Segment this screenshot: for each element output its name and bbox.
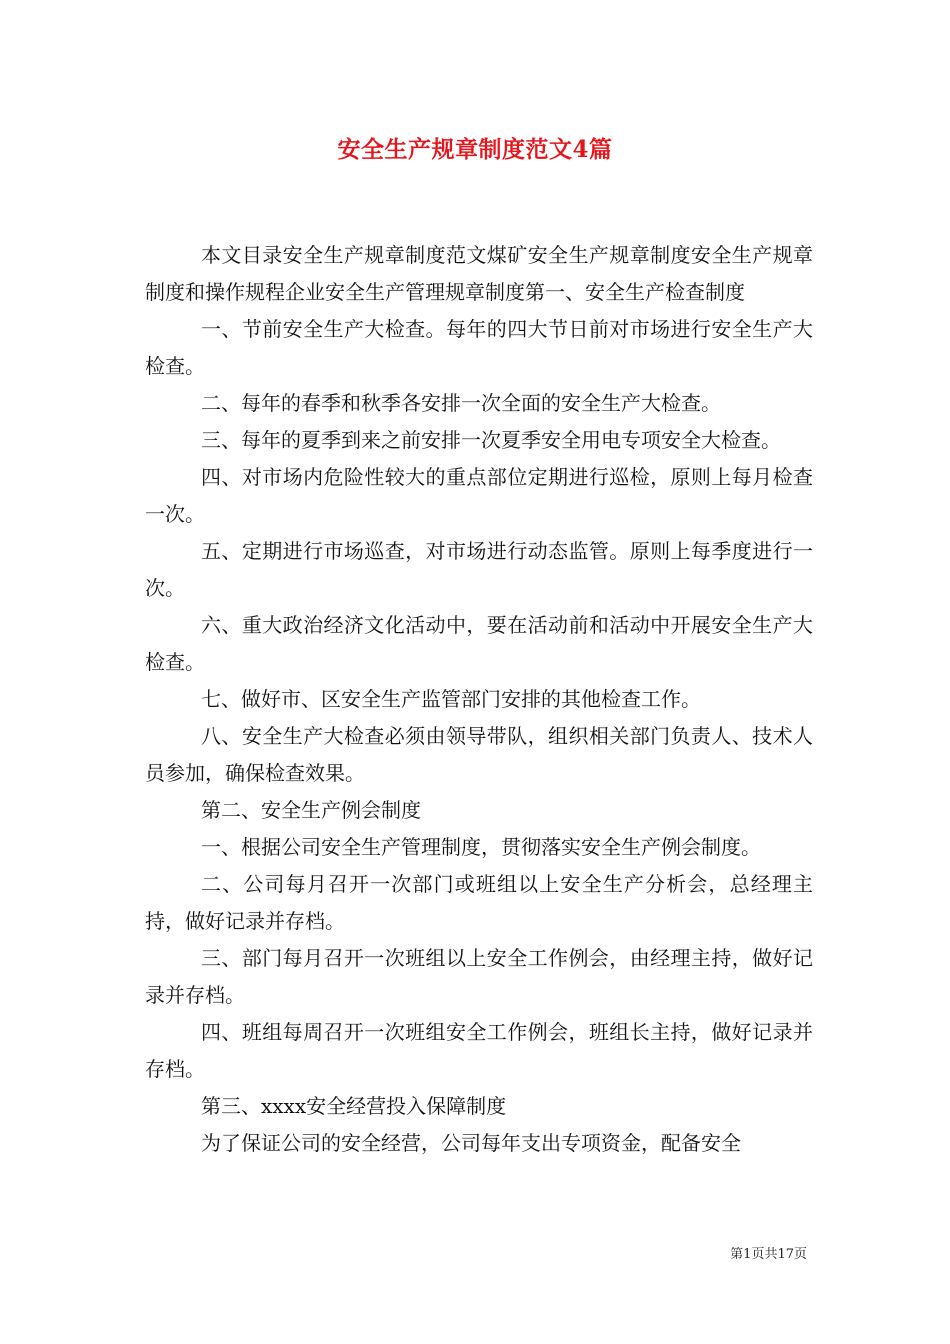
section-heading: 第三、xxxx安全经营投入保障制度 — [201, 1094, 507, 1118]
paragraph: 八、安全生产大检查必须由领导带队，组织相关部门负责人、技术人员参加，确保检查效果。 — [145, 724, 813, 785]
paragraph: 二、每年的春季和秋季各安排一次全面的安全生产大检查。 — [201, 391, 721, 415]
paragraph: 为了保证公司的安全经营，公司每年支出专项资金，配备安全 — [201, 1131, 741, 1155]
paragraph: 三、每年的夏季到来之前安排一次夏季安全用电专项安全大检查。 — [201, 428, 781, 452]
paragraph: 四、对市场内危险性较大的重点部位定期进行巡检，原则上每月检查一次。 — [145, 465, 813, 526]
paragraph: 七、做好市、区安全生产监管部门安排的其他检查工作。 — [201, 687, 701, 711]
paragraph: 二、公司每月召开一次部门或班组以上安全生产分析会，总经理主持，做好记录并存档。 — [145, 872, 813, 933]
section-heading: 第二、安全生产例会制度 — [201, 798, 421, 822]
paragraph: 五、定期进行市场巡查，对市场进行动态监管。原则上每季度进行一次。 — [145, 539, 813, 600]
paragraph: 一、节前安全生产大检查。每年的四大节日前对市场进行安全生产大检查。 — [145, 317, 813, 378]
page-number-footer: 第1页共17页 — [730, 1247, 807, 1262]
paragraph: 六、重大政治经济文化活动中，要在活动前和活动中开展安全生产大检查。 — [145, 613, 813, 674]
document-body — [145, 237, 813, 1162]
paragraph: 三、部门每月召开一次班组以上安全工作例会，由经理主持，做好记录并存档。 — [145, 946, 813, 1007]
paragraph-intro: 本文目录安全生产规章制度范文煤矿安全生产规章制度安全生产规章制度和操作规程企业安全生产管理规章制度第一、安全生产检查制度 — [145, 243, 813, 304]
document-title: 安全生产规章制度范文4篇 — [337, 136, 613, 163]
paragraph: 四、班组每周召开一次班组安全工作例会，班组长主持，做好记录并存档。 — [145, 1020, 813, 1081]
paragraph: 一、根据公司安全生产管理制度，贯彻落实安全生产例会制度。 — [201, 835, 761, 859]
